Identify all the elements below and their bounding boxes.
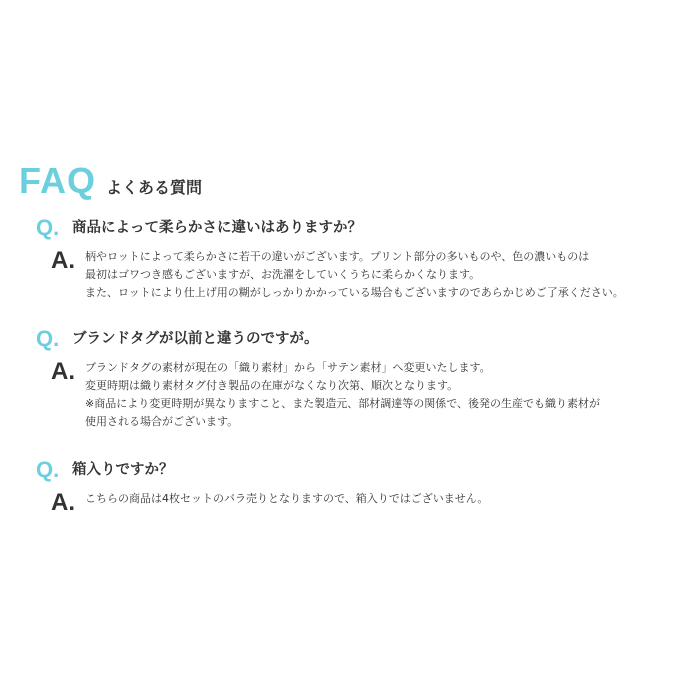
question-mark: Q. [36,457,60,482]
answer-mark: A. [51,358,75,385]
question-row [36,215,686,241]
faq-item [36,215,686,302]
answer-mark: A. [51,489,75,516]
answer-text [85,247,624,302]
answer-line: また、ロットにより仕上げ用の糊がしっかりかかっている場合もございますのであらかじめご了承ください。 [85,286,624,299]
answer-line: 使用される場合がございます。 [85,415,239,428]
answer-line: こちらの商品は4枚セットのバラ売りとなりますので、箱入りではございません。 [85,492,489,505]
question-mark: Q. [36,215,60,240]
question-row [36,326,686,352]
answer-line: ブランドタグの素材が現在の「織り素材」から「サテン素材」へ変更いたします。 [85,361,491,374]
faq-subtitle: よくある質問 [106,178,203,197]
answer-text [85,358,600,431]
answer-row [51,247,686,302]
answer-line: 柄やロットによって柔らかさに若干の違いがございます。プリント部分の多いものや、色の濃いものは [85,250,590,263]
question-text: 商品によって柔らかさに違いはありますか？ [72,220,362,236]
answer-text [85,489,488,517]
faq-item [36,326,686,431]
question-text: ブランドタグが以前と違うのですが。 [72,331,319,347]
faq-item [36,457,686,517]
answer-row [51,489,686,517]
faq-logo: FAQ [19,160,97,201]
answer-line: 最初はゴワつき感もございますが、お洗濯をしていくうちに柔らかくなります。 [85,268,481,281]
faq-header [19,161,202,201]
question-text: 箱入りですか？ [72,462,174,478]
answer-mark: A. [51,247,75,274]
answer-line: 変更時期は織り素材タグ付き製品の在庫がなくなり次第、順次となります。 [85,379,459,392]
answer-row [51,358,686,431]
answer-line: ※商品により変更時期が異なりますこと、また製造元、部材調達等の関係で、後発の生産でも織り素材が [85,397,600,410]
question-row [36,457,686,483]
question-mark: Q. [36,326,60,351]
